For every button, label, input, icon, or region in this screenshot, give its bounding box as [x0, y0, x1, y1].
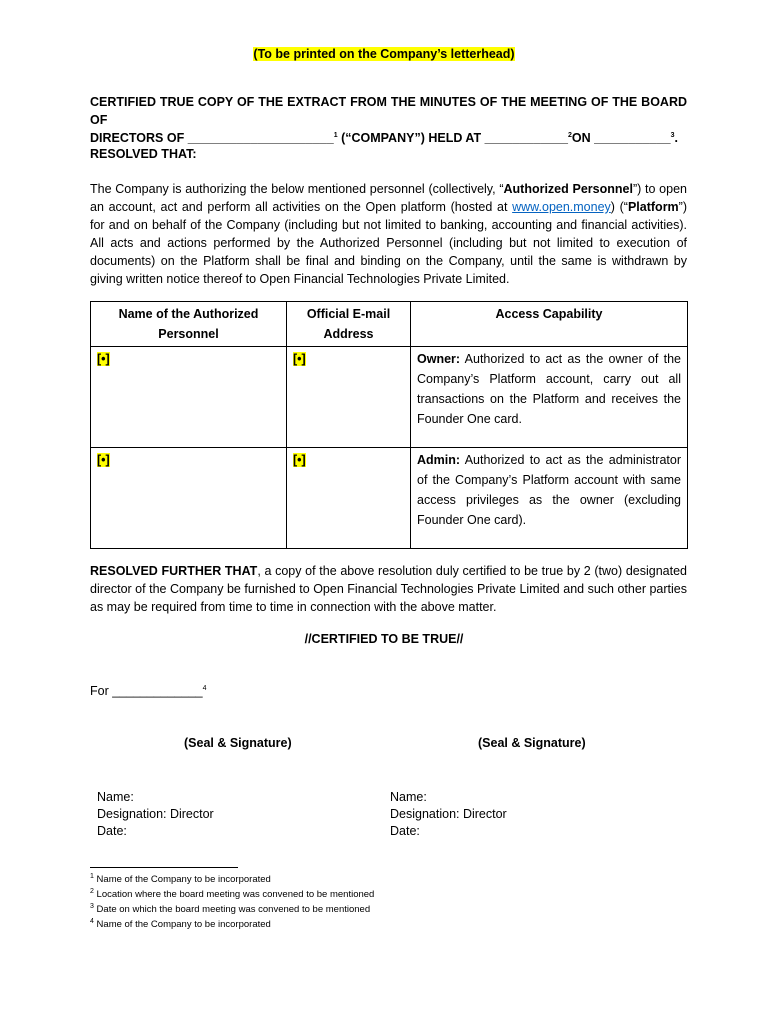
- open-money-link[interactable]: www.open.money: [512, 200, 611, 214]
- for-company-line: For _____________$^4$: [90, 684, 207, 698]
- access-cell: [411, 347, 688, 448]
- signatory-date: Date:: [390, 824, 420, 838]
- access-cell: [411, 448, 688, 549]
- role-label: Admin:: [417, 453, 461, 467]
- resolved-further-term: RESOLVED FURTHER THAT: [90, 564, 258, 578]
- email-cell: [287, 448, 411, 549]
- header-email: Official E-mail Address: [287, 302, 411, 347]
- resolved-further-paragraph: RESOLVED FURTHER THAT, a copy of the above resolution duly certified to be true by 2 (two) designated director of the Company be furnished to Open Financial Technologies Private Limited and such other parties as may be required from time to time in connection with the above matter.: [90, 564, 687, 614]
- heading-part-2: (“COMPANY”) HELD AT ____________: [337, 131, 568, 145]
- header-name: Name of the Authorized Personnel: [91, 302, 287, 347]
- letterhead-note: (To be printed on the Company’s letterhead): [253, 47, 515, 61]
- authorized-personnel-term: Authorized Personnel: [503, 182, 633, 196]
- heading-part-1: DIRECTORS OF _____________________: [90, 131, 334, 145]
- role-description: Authorized to act as the administrator of the Company’s Platform account with same access privileges as the owner (excluding Founder One card).: [417, 453, 681, 527]
- resolved-that-heading: RESOLVED THAT:: [90, 147, 197, 161]
- seal-signature-label-left: (Seal & Signature): [184, 736, 292, 750]
- placeholder-bullet: [•]: [97, 352, 110, 366]
- email-cell: [287, 347, 411, 448]
- placeholder-bullet: [•]: [293, 352, 306, 366]
- table-row: [91, 347, 688, 448]
- certified-true-heading: //CERTIFIED TO BE TRUE//: [304, 632, 464, 646]
- signatory-date: Date:: [97, 824, 127, 838]
- footnotes: [90, 872, 374, 932]
- seal-signature-label-right: (Seal & Signature): [478, 736, 586, 750]
- footnote-ref-3: 3: [670, 131, 675, 139]
- footnote-item: $^3$ Date on which the board meeting was convened to be mentioned: [90, 902, 371, 915]
- role-description: Authorized to act as the owner of the Company’s Platform account, carry out all transactions on the Platform and receives the Founder One card.: [417, 352, 681, 426]
- footnote-ref-1: 1: [333, 131, 338, 139]
- name-cell: [91, 448, 287, 549]
- signatory-designation: Designation: Director: [97, 807, 214, 821]
- footnote-item: $^1$ Name of the Company to be incorporated: [90, 872, 271, 885]
- signatory-block-right: [390, 789, 507, 840]
- footnote-item: $^4$ Name of the Company to be incorporated: [90, 917, 271, 930]
- signatory-block-left: [97, 789, 214, 840]
- heading-line-1: CERTIFIED TRUE COPY OF THE EXTRACT FROM THE MINUTES OF THE MEETING OF THE BOARD OF: [90, 95, 687, 127]
- signatory-designation: Designation: Director: [390, 807, 507, 821]
- signatory-name: Name:: [97, 790, 134, 804]
- placeholder-bullet: [•]: [293, 453, 306, 467]
- table-row: [91, 448, 688, 549]
- table-header-row: [91, 302, 688, 347]
- platform-term: Platform: [627, 200, 679, 214]
- footnote-item: $^2$ Location where the board meeting was convened to be mentioned: [90, 887, 375, 900]
- authorization-paragraph: The Company is authorizing the below mentioned personnel (collectively, “Authorized Personnel”) to open an account, act and perform all activities on the Open platform (hosted at www.open.money) (“Platform”) for and on behalf of the Company (including but not limited to banking, accounting and financial activities). All acts and actions performed by the Authorized Personnel (including but not limited to execution of documents) on the Platform shall be final and binding on the Company, until the same is withdrawn by giving written notice thereof to Open Financial Technologies Private Limited.: [90, 182, 687, 286]
- name-cell: [91, 347, 287, 448]
- footnote-ref-4: 4: [202, 684, 207, 692]
- role-label: Owner:: [417, 352, 461, 366]
- footnote-divider: [90, 867, 238, 868]
- placeholder-bullet: [•]: [97, 453, 110, 467]
- signatory-name: Name:: [390, 790, 427, 804]
- document-heading: [90, 93, 687, 147]
- authorized-personnel-table: [90, 301, 688, 549]
- heading-part-3: ON ___________: [571, 131, 671, 145]
- footnote-ref-2: 2: [568, 131, 572, 139]
- header-access: Access Capability: [411, 302, 688, 347]
- heading-end: .: [674, 131, 678, 145]
